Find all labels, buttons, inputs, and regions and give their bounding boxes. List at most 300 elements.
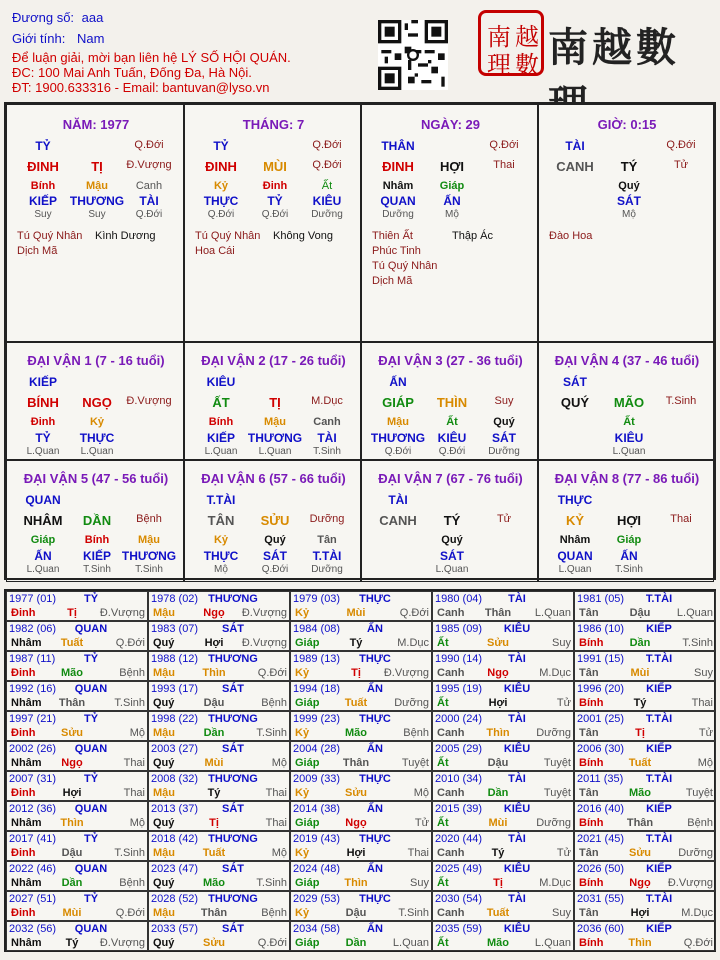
year-label: 2011 (35) bbox=[577, 773, 624, 785]
year-cell[interactable] bbox=[6, 891, 148, 921]
year-stage: Mộ bbox=[271, 757, 287, 769]
year-label: 2004 (28) bbox=[293, 743, 341, 755]
year-label: 1985 (09) bbox=[435, 623, 483, 635]
year-stem: Mậu bbox=[153, 727, 175, 739]
year-cell[interactable] bbox=[574, 771, 716, 801]
year-stem: Nhâm bbox=[11, 937, 42, 949]
pillar-r2-2: Thai bbox=[493, 159, 515, 171]
year-branch: Tý bbox=[491, 847, 505, 859]
luck-hidden-stage-2: T.Sinh bbox=[135, 564, 163, 575]
luck-r2-0: CANH bbox=[379, 513, 417, 528]
year-god: KIẾP bbox=[646, 863, 672, 875]
luck-r2-1: SỬU bbox=[260, 513, 290, 528]
year-label: 2012 (36) bbox=[9, 803, 57, 815]
year-cell[interactable] bbox=[432, 591, 574, 621]
year-cell[interactable] bbox=[6, 741, 148, 771]
year-god: T.TÀI bbox=[645, 893, 673, 905]
luck-hidden-god-2: T.TÀI bbox=[312, 549, 342, 563]
year-cell[interactable] bbox=[574, 831, 716, 861]
year-stage: Đ.Vượng bbox=[241, 637, 287, 649]
year-cell[interactable] bbox=[574, 801, 716, 831]
luck-hidden-stem-0: Giáp bbox=[30, 534, 56, 546]
year-stage: T.Sinh bbox=[256, 727, 287, 739]
year-cell[interactable] bbox=[148, 801, 290, 831]
year-stage: Bệnh bbox=[687, 817, 713, 829]
pillar-hidden-god-0: QUAN bbox=[380, 194, 416, 208]
pillar-cell-4[interactable] bbox=[538, 104, 714, 342]
year-cell[interactable] bbox=[290, 591, 432, 621]
pillar-hidden-stage-2: Q.Đới bbox=[135, 209, 163, 220]
luck-r2-1: HỢI bbox=[616, 513, 642, 528]
pillar-r2-0: ĐINH bbox=[382, 159, 414, 174]
year-cell[interactable] bbox=[6, 921, 148, 951]
luck-r2-2: Suy bbox=[494, 395, 514, 407]
year-stem: Quý bbox=[153, 637, 175, 649]
year-stem: Mậu bbox=[153, 787, 175, 799]
luck-cell-4[interactable] bbox=[538, 342, 714, 460]
year-stem: Kỷ bbox=[295, 727, 310, 739]
year-cell[interactable] bbox=[6, 621, 148, 651]
luck-cell-3[interactable] bbox=[361, 342, 538, 460]
year-label: 2013 (37) bbox=[151, 803, 199, 815]
pillar-r2-2: Q.Đới bbox=[312, 159, 342, 171]
year-stage: L.Quan bbox=[392, 937, 429, 949]
year-branch: Mùi bbox=[488, 817, 508, 829]
luck-hidden-stem-1: Bính bbox=[84, 534, 110, 546]
year-cell[interactable] bbox=[290, 651, 432, 681]
year-branch: Dậu bbox=[629, 607, 651, 619]
luck-cell-2[interactable] bbox=[184, 342, 361, 460]
gender-value: Nam bbox=[76, 31, 105, 46]
year-god: T.TÀI bbox=[645, 833, 673, 845]
year-branch: Mão bbox=[487, 937, 509, 949]
luck-hidden-stage-1: L.Quan bbox=[435, 564, 469, 575]
pillar-hidden-stem-2: Ất bbox=[321, 180, 333, 192]
year-cell[interactable] bbox=[148, 891, 290, 921]
year-god: QUAN bbox=[74, 743, 108, 755]
year-stem: Kỷ bbox=[295, 787, 310, 799]
year-cell[interactable] bbox=[574, 651, 716, 681]
year-branch: Dần bbox=[487, 787, 509, 799]
year-god: TÀI bbox=[508, 833, 526, 845]
year-stem: Kỷ bbox=[295, 847, 310, 859]
year-branch: Thân bbox=[58, 697, 86, 709]
year-stage: Suy bbox=[694, 667, 713, 679]
luck-title: ĐẠI VẬN 8 (77 - 86 tuổi) bbox=[554, 471, 700, 486]
year-label: 2033 (57) bbox=[151, 923, 199, 935]
year-stem: Nhâm bbox=[11, 817, 42, 829]
year-stage: Bệnh bbox=[119, 877, 145, 889]
year-cell[interactable] bbox=[148, 861, 290, 891]
pillar-r2-0: ĐINH bbox=[205, 159, 237, 174]
year-stem: Bính bbox=[579, 937, 604, 949]
luck-hidden-stage-0: Mộ bbox=[214, 564, 228, 575]
year-stage: Thai bbox=[265, 817, 287, 829]
pillar-hidden-stage-1: Mộ bbox=[445, 209, 459, 220]
luck-hidden-stage-0: L.Quan bbox=[26, 446, 60, 457]
luck-r2-2: Dưỡng bbox=[309, 513, 345, 525]
year-cell[interactable] bbox=[432, 651, 574, 681]
luck-r2-0: GIÁP bbox=[382, 395, 414, 410]
luck-r2-0: ẤT bbox=[212, 395, 230, 410]
year-cell[interactable] bbox=[574, 591, 716, 621]
year-branch: Tuất bbox=[60, 637, 84, 649]
luck-hidden-stem-2: Quý bbox=[493, 416, 515, 428]
year-god: THỰC bbox=[359, 713, 391, 725]
luck-main-god: TÀI bbox=[388, 493, 408, 507]
year-cell[interactable] bbox=[290, 741, 432, 771]
year-branch: Thìn bbox=[628, 937, 652, 949]
luck-cell-7[interactable] bbox=[361, 460, 538, 582]
pillar-hidden-stem-0: Bính bbox=[30, 180, 56, 192]
year-god: KIẾP bbox=[646, 623, 672, 635]
year-cell[interactable] bbox=[432, 711, 574, 741]
year-branch: Sửu bbox=[60, 727, 84, 739]
year-cell[interactable] bbox=[6, 771, 148, 801]
year-stage: Đ.Vượng bbox=[241, 607, 287, 619]
luck-hidden-god-1: THƯƠNG bbox=[247, 431, 303, 445]
year-cell[interactable] bbox=[432, 771, 574, 801]
year-label: 2021 (45) bbox=[577, 833, 625, 845]
year-label: 1994 (18) bbox=[293, 683, 341, 695]
subject-line bbox=[12, 10, 103, 25]
year-cell[interactable] bbox=[6, 861, 148, 891]
year-cell[interactable] bbox=[6, 591, 148, 621]
year-god: ẤN bbox=[367, 683, 383, 695]
year-cell[interactable] bbox=[6, 831, 148, 861]
year-stem: Tân bbox=[579, 607, 599, 619]
year-stage: Q.Đới bbox=[115, 907, 145, 919]
year-cell[interactable] bbox=[290, 861, 432, 891]
year-god: THƯƠNG bbox=[208, 713, 258, 725]
year-stage: Thai bbox=[265, 787, 287, 799]
year-god: THƯƠNG bbox=[208, 593, 258, 605]
pillar-cell-1[interactable] bbox=[6, 104, 184, 342]
year-cell[interactable] bbox=[148, 921, 290, 951]
year-label: 1997 (21) bbox=[9, 713, 57, 725]
year-branch: Ngọ bbox=[203, 607, 225, 619]
luck-cell-8[interactable] bbox=[538, 460, 714, 582]
pillar-title: THÁNG: 7 bbox=[242, 117, 305, 132]
year-branch: Tuất bbox=[628, 757, 652, 769]
year-cell[interactable] bbox=[6, 651, 148, 681]
luck-cell-6[interactable] bbox=[184, 460, 361, 582]
year-stem: Đinh bbox=[11, 847, 36, 859]
luck-r2-1: TỊ bbox=[269, 395, 281, 410]
year-branch: Thìn bbox=[60, 817, 84, 829]
year-god: KIÊU bbox=[503, 683, 531, 695]
year-label: 2034 (58) bbox=[293, 923, 341, 935]
year-label: 1977 (01) bbox=[9, 593, 57, 605]
year-stage: Dưỡng bbox=[678, 847, 713, 859]
pillar-r2-1: MÙI bbox=[263, 159, 287, 174]
year-cell[interactable] bbox=[574, 621, 716, 651]
year-stage: Thai bbox=[407, 847, 429, 859]
pillar-r2-2: Đ.Vượng bbox=[126, 159, 172, 171]
year-cell[interactable] bbox=[148, 831, 290, 861]
year-stem: Tân bbox=[579, 787, 599, 799]
year-branch: Dậu bbox=[487, 757, 509, 769]
pillar-hidden-stem-2: Canh bbox=[135, 180, 163, 192]
pillar-title: NĂM: 1977 bbox=[62, 117, 130, 132]
year-stage: Dưỡng bbox=[536, 727, 571, 739]
year-branch: Thìn bbox=[202, 667, 226, 679]
year-cell[interactable] bbox=[574, 681, 716, 711]
year-stem: Nhâm bbox=[11, 697, 42, 709]
year-god: KIẾP bbox=[646, 683, 672, 695]
year-branch: Tị bbox=[209, 817, 219, 829]
logo bbox=[478, 10, 718, 80]
year-label: 2007 (31) bbox=[9, 773, 57, 785]
luck-hidden-god-2: THƯƠNG bbox=[121, 549, 177, 563]
star-name: Thập Ác bbox=[452, 230, 493, 242]
year-stage: T.Sinh bbox=[114, 697, 145, 709]
pillar-main-stage: Q.Đới bbox=[666, 139, 696, 151]
luck-hidden-stem-0: Bính bbox=[208, 416, 234, 428]
year-branch: Ngọ bbox=[487, 667, 509, 679]
year-cell[interactable] bbox=[148, 771, 290, 801]
year-cell[interactable] bbox=[6, 711, 148, 741]
pillars-grid bbox=[4, 102, 716, 580]
year-god: THƯƠNG bbox=[208, 653, 258, 665]
luck-main-god: T.TÀI bbox=[206, 493, 236, 507]
luck-r2-1: NGỌ bbox=[82, 395, 112, 410]
year-god: KIẾP bbox=[646, 803, 672, 815]
year-branch: Hợi bbox=[488, 697, 508, 709]
year-label: 2017 (41) bbox=[9, 833, 57, 845]
year-cell[interactable] bbox=[290, 621, 432, 651]
year-branch: Tị bbox=[67, 607, 77, 619]
year-cell[interactable] bbox=[574, 711, 716, 741]
pillar-main-god: TỶ bbox=[35, 139, 51, 153]
year-stage: Mộ bbox=[271, 847, 287, 859]
year-branch: Tị bbox=[635, 727, 645, 739]
year-stage: Đ.Vượng bbox=[667, 877, 713, 889]
year-branch: Thân bbox=[626, 817, 654, 829]
luck-hidden-stage-0: L.Quan bbox=[558, 564, 592, 575]
year-stage: M.Dục bbox=[681, 907, 713, 919]
year-stem: Giáp bbox=[295, 937, 320, 949]
year-branch: Tị bbox=[493, 877, 503, 889]
pillar-hidden-god-0: KIẾP bbox=[28, 194, 58, 208]
year-god: T.TÀI bbox=[645, 593, 673, 605]
subject-value: aaa bbox=[81, 10, 104, 25]
year-stem: Ất bbox=[437, 697, 449, 709]
year-cell[interactable] bbox=[432, 891, 574, 921]
year-cell[interactable] bbox=[148, 591, 290, 621]
year-label: 2024 (48) bbox=[293, 863, 341, 875]
year-cell[interactable] bbox=[148, 651, 290, 681]
year-cell[interactable] bbox=[290, 801, 432, 831]
luck-title: ĐẠI VẬN 6 (57 - 66 tuổi) bbox=[201, 471, 346, 486]
year-stage: Q.Đới bbox=[683, 937, 713, 949]
luck-hidden-god-2: SÁT bbox=[492, 431, 516, 445]
annual-years-table bbox=[4, 589, 716, 952]
qr-code[interactable] bbox=[378, 20, 448, 90]
year-god: KIẾP bbox=[646, 923, 672, 935]
year-label: 2010 (34) bbox=[435, 773, 483, 785]
year-label: 2022 (46) bbox=[9, 863, 57, 875]
luck-hidden-god-1: KIÊU bbox=[614, 431, 644, 445]
year-stem: Kỷ bbox=[295, 667, 310, 679]
year-god: QUAN bbox=[74, 863, 108, 875]
year-label: 2008 (32) bbox=[151, 773, 199, 785]
header bbox=[0, 0, 720, 100]
pillar-title: NGÀY: 29 bbox=[421, 117, 480, 132]
year-branch: Thân bbox=[342, 757, 370, 769]
luck-hidden-stage-1: Q.Đới bbox=[438, 446, 466, 457]
luck-hidden-god-2: TÀI bbox=[317, 431, 337, 445]
year-stem: Bính bbox=[579, 697, 604, 709]
luck-main-god: SÁT bbox=[563, 375, 587, 389]
year-cell[interactable] bbox=[290, 831, 432, 861]
year-label: 1983 (07) bbox=[151, 623, 199, 635]
luck-hidden-stem-2: Canh bbox=[313, 416, 341, 428]
year-stage: Q.Đới bbox=[399, 607, 429, 619]
pillar-main-god: THÂN bbox=[381, 139, 415, 153]
luck-hidden-stage-1: L.Quan bbox=[258, 446, 292, 457]
star-name: Phúc Tinh bbox=[372, 245, 421, 257]
year-branch: Tý bbox=[633, 697, 647, 709]
year-branch: Mão bbox=[629, 787, 651, 799]
year-cell[interactable] bbox=[290, 921, 432, 951]
year-cell[interactable] bbox=[574, 861, 716, 891]
luck-main-god: QUAN bbox=[25, 493, 61, 507]
year-god: THƯƠNG bbox=[208, 893, 258, 905]
year-label: 1982 (06) bbox=[9, 623, 57, 635]
luck-hidden-stem-0: Đinh bbox=[30, 416, 56, 428]
luck-hidden-stage-2: T.Sinh bbox=[313, 446, 341, 457]
year-god: TỶ bbox=[83, 713, 99, 725]
year-label: 1995 (19) bbox=[435, 683, 483, 695]
year-stage: Dưỡng bbox=[394, 697, 429, 709]
year-god: KIÊU bbox=[503, 623, 531, 635]
year-stage: Mộ bbox=[697, 757, 713, 769]
year-stem: Ất bbox=[437, 817, 449, 829]
year-cell[interactable] bbox=[574, 741, 716, 771]
year-cell[interactable] bbox=[148, 681, 290, 711]
year-stem: Đinh bbox=[11, 607, 36, 619]
year-stage: Suy bbox=[410, 877, 429, 889]
contact-invite: Để luận giải, mời bạn liên hệ LÝ SỐ HỘI QUÁN. bbox=[12, 50, 291, 65]
luck-hidden-stem-1: Kỷ bbox=[89, 416, 105, 428]
pillar-main-stage: Q.Đới bbox=[134, 139, 164, 151]
year-label: 2003 (27) bbox=[151, 743, 199, 755]
luck-r2-2: Bệnh bbox=[136, 513, 162, 525]
year-cell[interactable] bbox=[148, 621, 290, 651]
year-stem: Giáp bbox=[295, 817, 320, 829]
luck-main-god: ẤN bbox=[389, 375, 407, 389]
year-stem: Đinh bbox=[11, 727, 36, 739]
star-name: Đào Hoa bbox=[549, 230, 593, 242]
year-branch: Mão bbox=[345, 727, 367, 739]
year-stem: Ất bbox=[437, 637, 449, 649]
pillar-hidden-stem-0: Kỷ bbox=[213, 180, 229, 192]
year-stem: Mậu bbox=[153, 847, 175, 859]
year-cell[interactable] bbox=[6, 681, 148, 711]
luck-hidden-stage-1: T.Sinh bbox=[83, 564, 111, 575]
luck-cell-5[interactable] bbox=[6, 460, 184, 582]
star-name: Tú Quý Nhân bbox=[195, 230, 261, 242]
year-god: ẤN bbox=[367, 923, 383, 935]
year-stem: Quý bbox=[153, 937, 175, 949]
year-cell[interactable] bbox=[432, 681, 574, 711]
pillar-cell-2[interactable] bbox=[184, 104, 361, 342]
year-cell[interactable] bbox=[432, 921, 574, 951]
year-stem: Canh bbox=[437, 667, 465, 679]
year-branch: Hợi bbox=[346, 847, 366, 859]
year-cell[interactable] bbox=[6, 801, 148, 831]
luck-r2-0: TÂN bbox=[207, 513, 235, 528]
year-stage: Bệnh bbox=[119, 667, 145, 679]
luck-hidden-stem-2: Mậu bbox=[138, 534, 160, 546]
year-cell[interactable] bbox=[290, 891, 432, 921]
year-branch: Dần bbox=[345, 937, 367, 949]
luck-hidden-stage-0: L.Quan bbox=[204, 446, 238, 457]
year-cell[interactable] bbox=[148, 741, 290, 771]
year-cell[interactable] bbox=[148, 711, 290, 741]
luck-cell-1[interactable] bbox=[6, 342, 184, 460]
year-cell[interactable] bbox=[290, 681, 432, 711]
year-stage: Tử bbox=[556, 847, 571, 859]
logo-text: 南越數 bbox=[548, 24, 680, 71]
pillar-hidden-stem-1: Mậu bbox=[86, 180, 108, 192]
luck-r2-1: DẦN bbox=[82, 513, 112, 528]
year-cell[interactable] bbox=[574, 921, 716, 951]
seal-icon: 南 越 理 數 bbox=[478, 10, 544, 76]
luck-hidden-stem-1: Ất bbox=[446, 416, 458, 428]
pillar-main-stage: Q.Đới bbox=[489, 139, 519, 151]
year-stem: Canh bbox=[437, 847, 465, 859]
year-stage: M.Dục bbox=[539, 667, 571, 679]
luck-title: ĐẠI VẬN 3 (27 - 36 tuổi) bbox=[378, 353, 523, 368]
year-cell[interactable] bbox=[432, 831, 574, 861]
year-stem: Giáp bbox=[295, 757, 320, 769]
year-stage: Đ.Vượng bbox=[99, 607, 145, 619]
year-god: T.TÀI bbox=[645, 773, 673, 785]
year-cell[interactable] bbox=[432, 861, 574, 891]
star-name: Không Vong bbox=[273, 230, 333, 242]
year-cell[interactable] bbox=[432, 621, 574, 651]
year-label: 2035 (59) bbox=[435, 923, 483, 935]
year-stem: Canh bbox=[437, 907, 465, 919]
year-god: KIÊU bbox=[503, 803, 531, 815]
luck-hidden-stage-1: L.Quan bbox=[80, 446, 114, 457]
year-branch: Mùi bbox=[62, 907, 82, 919]
year-cell[interactable] bbox=[432, 741, 574, 771]
pillar-cell-3[interactable] bbox=[361, 104, 538, 342]
pillar-hidden-stage-1: Mộ bbox=[622, 209, 636, 220]
year-god: THỰC bbox=[359, 593, 391, 605]
year-branch: Hợi bbox=[204, 637, 224, 649]
pillar-hidden-god-2: TÀI bbox=[139, 194, 159, 208]
year-cell[interactable] bbox=[574, 891, 716, 921]
year-cell[interactable] bbox=[290, 771, 432, 801]
year-cell[interactable] bbox=[290, 711, 432, 741]
year-cell[interactable] bbox=[432, 801, 574, 831]
luck-hidden-stem-1: Giáp bbox=[616, 534, 642, 546]
pillar-main-god: TÀI bbox=[565, 139, 585, 153]
year-stage: Mộ bbox=[129, 817, 145, 829]
year-label: 1987 (11) bbox=[9, 653, 56, 665]
year-stage: Tuyệt bbox=[685, 787, 713, 799]
year-stem: Kỷ bbox=[295, 907, 310, 919]
year-label: 2001 (25) bbox=[577, 713, 625, 725]
pillar-hidden-stem-1: Quý bbox=[618, 180, 640, 192]
year-label: 2015 (39) bbox=[435, 803, 483, 815]
pillar-hidden-god-0: THỰC bbox=[203, 194, 239, 208]
year-label: 2023 (47) bbox=[151, 863, 199, 875]
